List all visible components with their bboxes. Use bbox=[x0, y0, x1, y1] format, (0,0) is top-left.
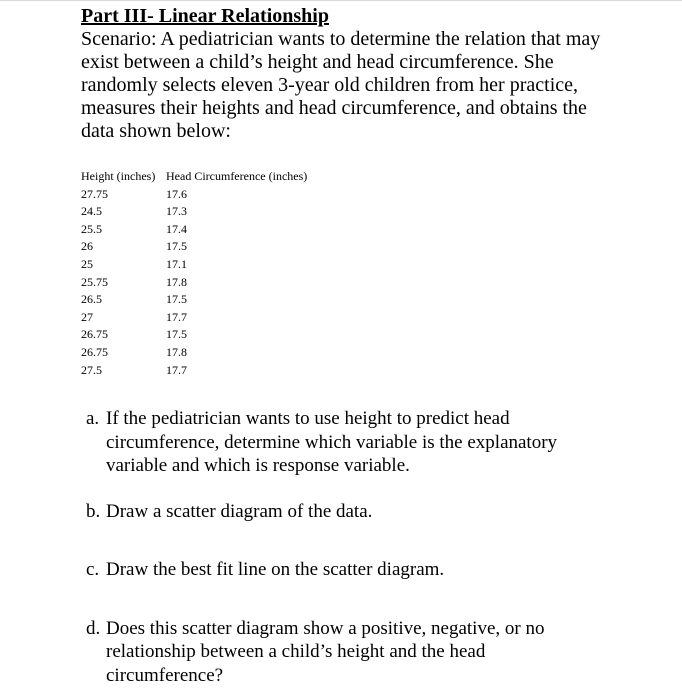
head-circumference-cell: 17.5 bbox=[166, 327, 187, 342]
question-d bbox=[86, 617, 671, 688]
height-cell: 25.75 bbox=[81, 274, 108, 289]
table-row bbox=[81, 186, 307, 204]
top-divider bbox=[0, 0, 682, 1]
height-cell: 26.75 bbox=[81, 327, 108, 342]
table-row bbox=[81, 291, 307, 309]
scenario-paragraph: Scenario: A pediatrician wants to determine the relation that may exist between a child’s height and head circumference. She randomly selects eleven 3-year old children from her practice, measures their heights and head circumference, and obtains the data shown below: bbox=[81, 28, 601, 142]
question-text: If the pediatrician wants to use height to predict head circumference, determine which variable is the explanatory variable and which is response variable. bbox=[106, 408, 558, 477]
table-header-row bbox=[81, 168, 307, 186]
question-text: Does this scatter diagram show a positive, negative, or no relationship between a child’s height and the head circumference? bbox=[106, 617, 545, 686]
document-page bbox=[81, 5, 671, 687]
height-cell: 26.5 bbox=[81, 292, 102, 307]
head-circumference-cell: 17.7 bbox=[166, 362, 187, 377]
question-text: Draw a scatter diagram of the data. bbox=[106, 500, 373, 522]
question-letter: a. bbox=[86, 408, 100, 430]
question-letter: b. bbox=[86, 500, 101, 522]
head-circumference-cell: 17.4 bbox=[166, 221, 187, 236]
data-table bbox=[81, 168, 307, 379]
question-a bbox=[86, 407, 671, 478]
table-row bbox=[81, 274, 307, 292]
head-circumference-cell: 17.8 bbox=[166, 344, 187, 359]
table-row bbox=[81, 344, 307, 362]
head-circumference-cell: 17.3 bbox=[166, 204, 187, 219]
table-row bbox=[81, 309, 307, 327]
table-row bbox=[81, 221, 307, 239]
column-header-head-circumference: Head Circumference (inches) bbox=[166, 169, 308, 183]
head-circumference-cell: 17.1 bbox=[166, 256, 187, 271]
table-row bbox=[81, 238, 307, 256]
question-text: Draw the best fit line on the scatter diagram. bbox=[106, 559, 445, 581]
question-c bbox=[86, 558, 671, 582]
height-cell: 25 bbox=[81, 256, 93, 271]
table-row bbox=[81, 256, 307, 274]
height-cell: 27.75 bbox=[81, 186, 108, 201]
column-header-height: Height (inches) bbox=[81, 169, 156, 183]
question-list bbox=[81, 407, 671, 687]
head-circumference-cell: 17.5 bbox=[166, 292, 187, 307]
head-circumference-cell: 17.8 bbox=[166, 274, 187, 289]
height-cell: 24.5 bbox=[81, 204, 102, 219]
height-cell: 27 bbox=[81, 309, 93, 324]
table-row bbox=[81, 362, 307, 380]
question-letter: d. bbox=[86, 617, 101, 639]
table-row bbox=[81, 326, 307, 344]
question-letter: c. bbox=[86, 559, 100, 581]
height-cell: 26 bbox=[81, 239, 93, 254]
head-circumference-cell: 17.7 bbox=[166, 309, 187, 324]
table-row bbox=[81, 203, 307, 221]
head-circumference-cell: 17.6 bbox=[166, 186, 187, 201]
question-b bbox=[86, 500, 671, 524]
head-circumference-cell: 17.5 bbox=[166, 239, 187, 254]
section-heading: Part III- Linear Relationship bbox=[81, 5, 329, 27]
height-cell: 25.5 bbox=[81, 221, 102, 236]
height-cell: 27.5 bbox=[81, 362, 102, 377]
height-cell: 26.75 bbox=[81, 344, 108, 359]
